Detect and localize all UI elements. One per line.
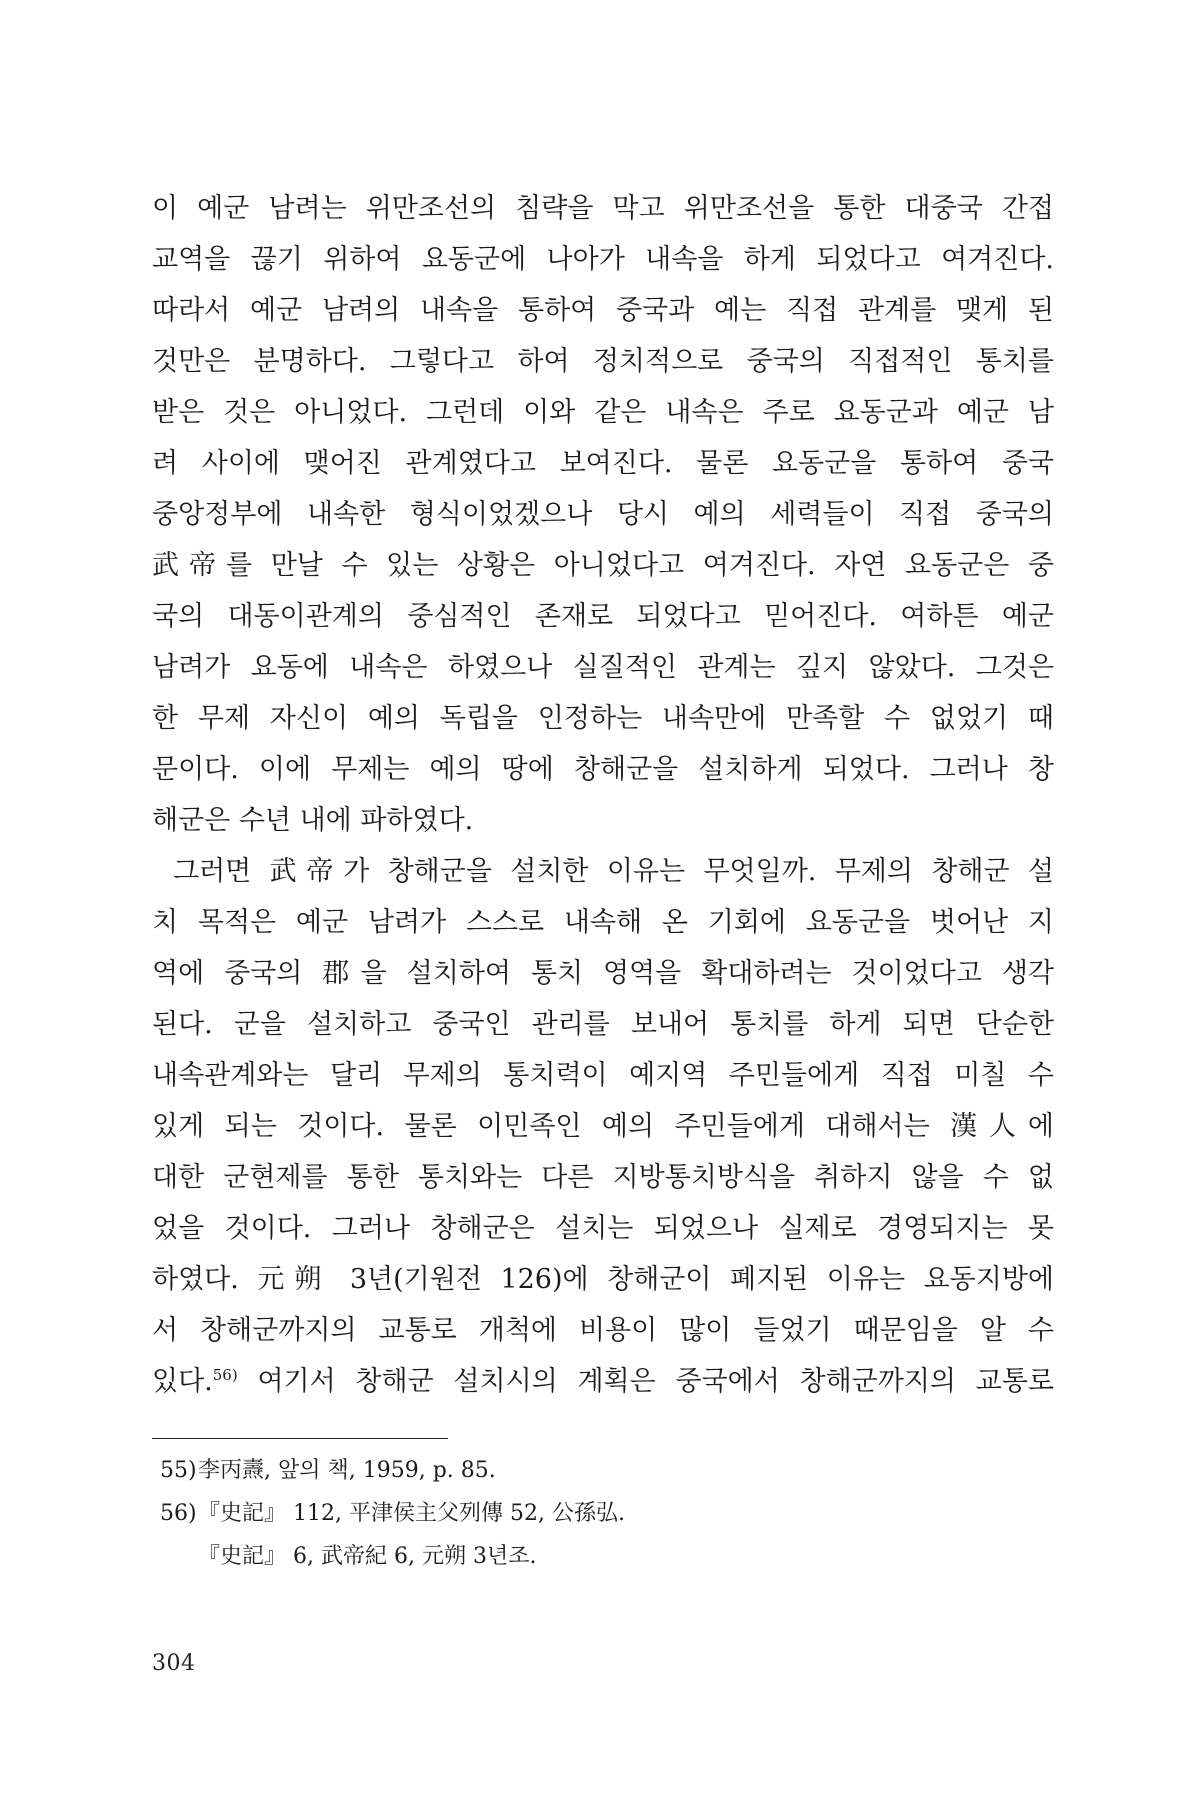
text-line: 중앙정부에 내속한 형식이었겠으나 당시 예의 세력들이 직접 중국의 [152, 499, 1054, 530]
text-line: 문이다. 이에 무제는 예의 땅에 창해군을 설치하게 되었다. 그러나 창 [152, 754, 1054, 785]
text-line: 대한 군현제를 통한 통치와는 다른 지방통치방식을 취하지 않을 수 없 [152, 1162, 1054, 1193]
text-line: 해군은 수년 내에 파하였다. [152, 805, 474, 836]
footnote-reference: 56) [212, 1366, 238, 1384]
text-line [152, 1356, 1054, 1407]
text-line: 남려가 요동에 내속은 하였으나 실질적인 관계는 깊지 않았다. 그것은 [152, 652, 1054, 683]
paragraph-2 [152, 846, 1054, 1407]
footnote-marker: 55) [160, 1458, 197, 1483]
text-line: 이 예군 남려는 위만조선의 침략을 막고 위만조선을 통한 대중국 간접 [152, 193, 1054, 224]
footnote-marker: 56) [160, 1501, 197, 1526]
text-segment: 있다. [152, 1366, 213, 1397]
text-line: 치 목적은 예군 남려가 스스로 내속해 온 기회에 요동군을 벗어난 지 [152, 907, 1054, 938]
text-line: 있게 되는 것이다. 물론 이민족인 예의 주민들에게 대해서는 漢人에 [152, 1111, 1054, 1142]
text-line: 한 무제 자신이 예의 독립을 인정하는 내속만에 만족할 수 없었기 때 [152, 703, 1054, 734]
text-line: 것만은 분명하다. 그렇다고 하여 정치적으로 중국의 직접적인 통치를 [152, 346, 1054, 377]
text-line: 내속관계와는 달리 무제의 통치력이 예지역 주민들에게 직접 미칠 수 [152, 1060, 1054, 1091]
text-line: 서 창해군까지의 교통로 개척에 비용이 많이 들었기 때문임을 알 수 [152, 1315, 1054, 1346]
footnote-body [198, 1449, 1040, 1492]
footnote [160, 1492, 1040, 1578]
footnotes [160, 1449, 1040, 1578]
footnote-text: 『史記』 112, 平津侯主父列傳 52, 公孫弘. [198, 1501, 625, 1526]
text-line: 교역을 끊기 위하여 요동군에 나아가 내속을 하게 되었다고 여겨진다. [152, 244, 1054, 275]
paragraph-1 [152, 183, 1054, 846]
footnote-text: 李丙燾, 앞의 책, 1959, p. 85. [198, 1458, 496, 1483]
page-number: 304 [152, 1651, 196, 1676]
text-line: 역에 중국의 郡을 설치하여 통치 영역을 확대하려는 것이었다고 생각 [152, 958, 1054, 989]
footnote-body [198, 1492, 1040, 1578]
text-line: 려 사이에 맺어진 관계였다고 보여진다. 물론 요동군을 통하여 중국 [152, 448, 1054, 479]
body-text [152, 183, 1054, 1407]
text-line: 된다. 군을 설치하고 중국인 관리를 보내어 통치를 하게 되면 단순한 [152, 1009, 1054, 1040]
text-line: 武帝를 만날 수 있는 상황은 아니었다고 여겨진다. 자연 요동군은 중 [152, 550, 1054, 581]
text-line: 그러면 武帝가 창해군을 설치한 이유는 무엇일까. 무제의 창해군 설 [173, 856, 1054, 887]
text-line: 받은 것은 아니었다. 그런데 이와 같은 내속은 주로 요동군과 예군 남 [152, 397, 1054, 428]
text-line: 국의 대동이관계의 중심적인 존재로 되었다고 믿어진다. 여하튼 예군 [152, 601, 1054, 632]
footnote [160, 1449, 1040, 1492]
text-line: 하였다. 元朔 3년(기원전 126)에 창해군이 폐지된 이유는 요동지방에 [152, 1264, 1054, 1295]
text-line: 따라서 예군 남려의 내속을 통하여 중국과 예는 직접 관계를 맺게 된 [152, 295, 1054, 326]
text-segment: 여기서 창해군 설치시의 계획은 중국에서 창해군까지의 교통로 [237, 1366, 1054, 1397]
footnote-text: 『史記』 6, 武帝紀 6, 元朔 3년조. [198, 1544, 537, 1569]
text-line: 었을 것이다. 그러나 창해군은 설치는 되었으나 실제로 경영되지는 못 [152, 1213, 1054, 1244]
footnote-rule [152, 1438, 448, 1439]
